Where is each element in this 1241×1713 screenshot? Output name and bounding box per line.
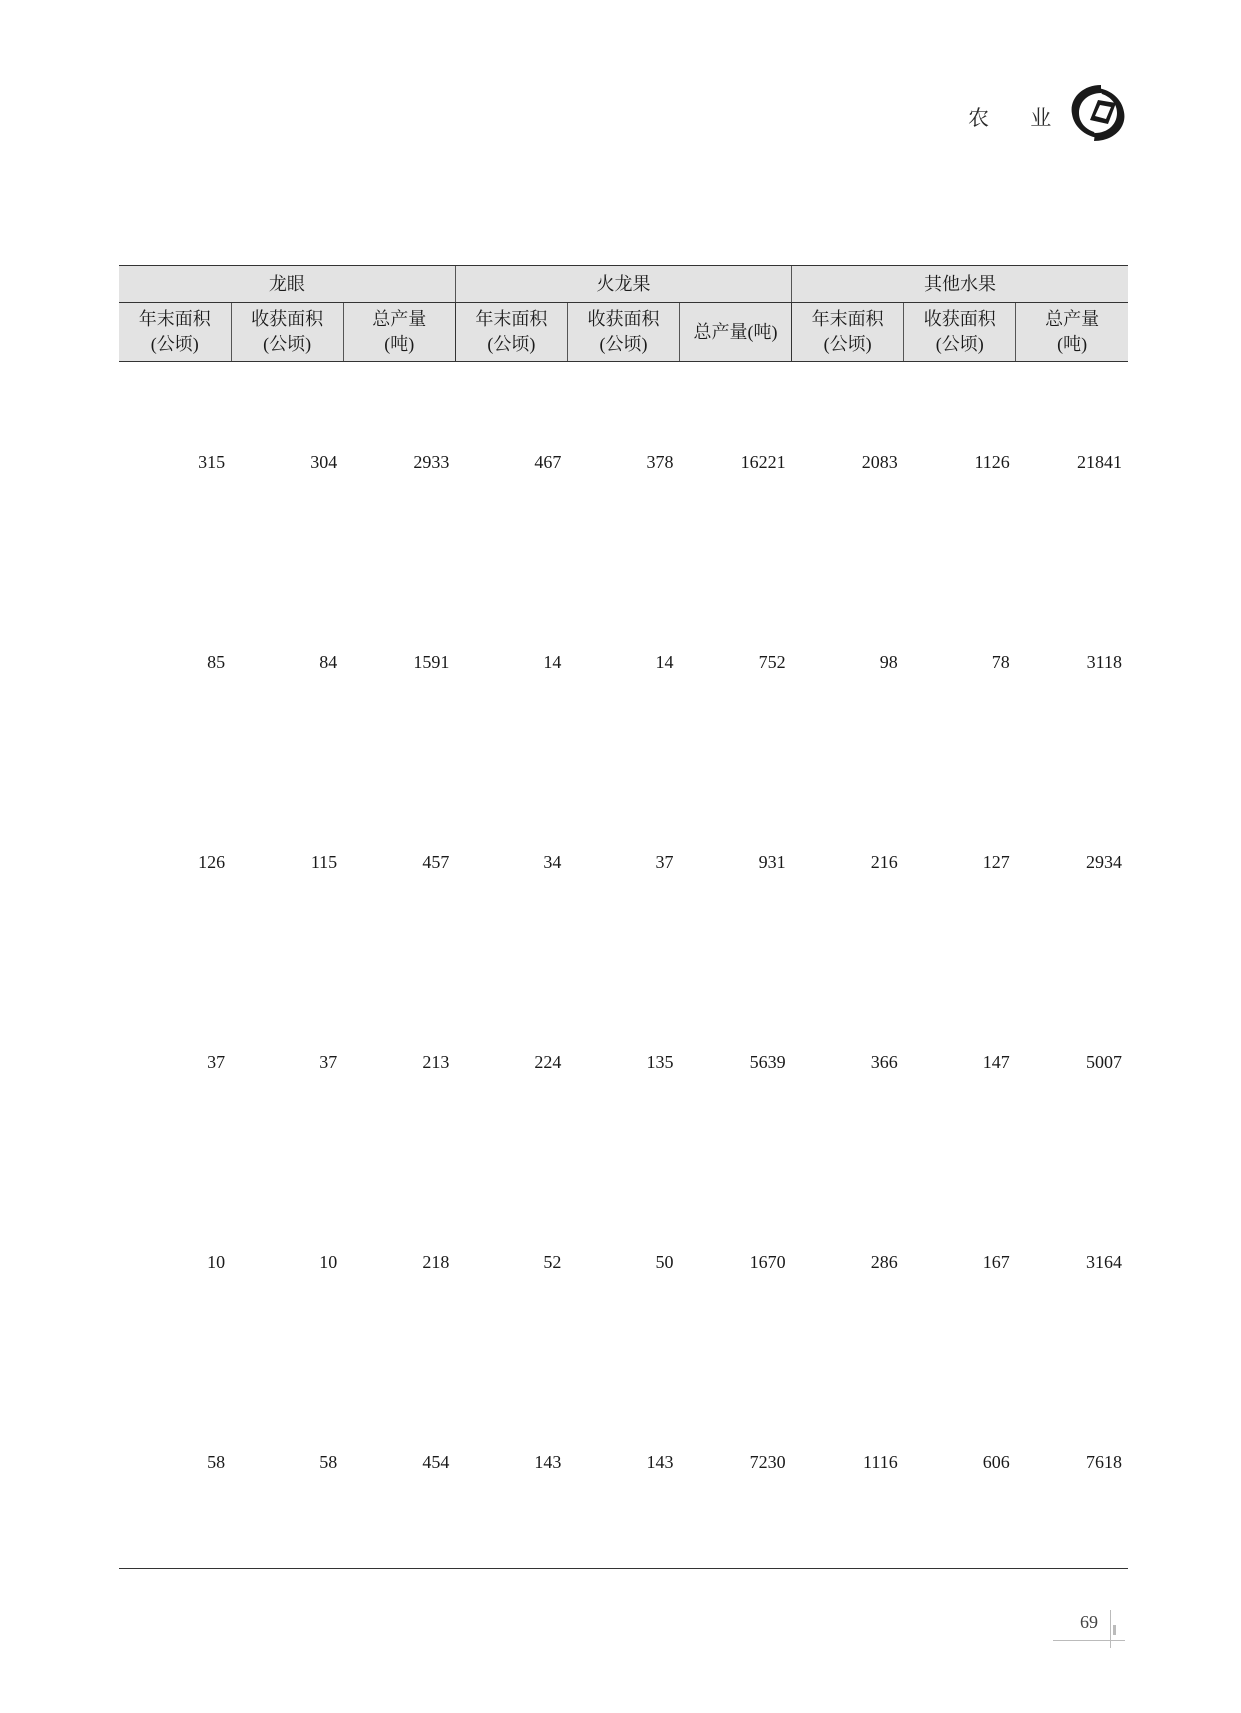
table-cell: 7618 <box>1086 1451 1122 1472</box>
section-title: 农 业 <box>968 106 1070 130</box>
column-header-unit: (公顷) <box>263 334 312 354</box>
table-cell: 1591 <box>413 651 450 672</box>
table-cell: 3118 <box>1086 651 1122 672</box>
column-header-unit: (吨) <box>1057 334 1088 354</box>
table-cell: 135 <box>646 1051 674 1072</box>
column-header <box>904 303 1016 362</box>
table-cell: 126 <box>198 851 226 872</box>
table-cell: 10 <box>207 1251 226 1272</box>
table-row <box>119 362 1128 563</box>
table-cell: 304 <box>310 451 338 472</box>
column-header-unit: (公顷) <box>935 334 984 354</box>
table-cell: 50 <box>655 1251 674 1272</box>
column-header-line: 收获面积 <box>587 309 660 329</box>
table-cell: 315 <box>198 451 226 472</box>
table-cell: 147 <box>982 1051 1010 1072</box>
column-header-unit: (公顷) <box>150 334 199 354</box>
group-header-pitaya: 火龙果 <box>455 266 791 303</box>
table-cell: 34 <box>543 851 562 872</box>
table-cell: 5007 <box>1086 1051 1122 1072</box>
table-cell: 37 <box>319 1051 338 1072</box>
table-cell: 213 <box>422 1051 450 1072</box>
table-cell: 1116 <box>863 1451 898 1472</box>
table-cell: 1670 <box>749 1251 786 1272</box>
group-header-other-fruit: 其他水果 <box>792 266 1128 303</box>
table-cell: 457 <box>422 851 450 872</box>
table-cell: 2933 <box>413 451 450 472</box>
column-header-line: 收获面积 <box>251 309 324 329</box>
table-cell: 216 <box>870 851 898 872</box>
column-header-line: 年末面积 <box>811 309 884 329</box>
table-cell: 7230 <box>749 1451 786 1472</box>
page-number-mark <box>1113 1625 1116 1635</box>
column-header-unit: (公顷) <box>599 334 648 354</box>
table-cell: 143 <box>646 1451 674 1472</box>
table-cell: 366 <box>870 1051 898 1072</box>
column-header-line: 总产量 <box>1045 309 1100 329</box>
table-cell: 84 <box>319 651 338 672</box>
table-cell: 16221 <box>740 451 786 472</box>
table-cell: 378 <box>646 451 674 472</box>
table-cell: 98 <box>879 651 898 672</box>
table-cell: 1126 <box>974 451 1010 472</box>
column-header-line: 总产量(吨) <box>693 321 778 342</box>
column-header <box>455 303 567 362</box>
table-cell: 167 <box>982 1251 1010 1272</box>
table-row <box>119 762 1128 962</box>
column-header <box>792 303 904 362</box>
group-header-longan: 龙眼 <box>119 266 455 303</box>
column-header-line: 年末面积 <box>138 309 211 329</box>
table-cell: 78 <box>991 651 1010 672</box>
table-cell: 52 <box>543 1251 562 1272</box>
table-cell: 931 <box>758 851 786 872</box>
column-header <box>119 303 231 362</box>
table-cell: 3164 <box>1086 1251 1122 1272</box>
table-cell: 454 <box>422 1451 450 1472</box>
page-number-rule-vertical <box>1110 1610 1111 1648</box>
table-cell: 2083 <box>861 451 898 472</box>
table-cell: 752 <box>758 651 786 672</box>
column-header <box>343 303 455 362</box>
table-cell: 2934 <box>1086 851 1122 872</box>
table-cell: 5639 <box>749 1051 786 1072</box>
table-cell: 85 <box>207 651 226 672</box>
column-header-line: 总产量 <box>372 309 427 329</box>
table-row <box>119 962 1128 1162</box>
table-cell: 58 <box>207 1451 226 1472</box>
column-header <box>231 303 343 362</box>
column-header-line: 收获面积 <box>923 309 996 329</box>
table-row <box>119 1162 1128 1362</box>
table-cell: 218 <box>422 1251 450 1272</box>
table-cell: 14 <box>543 651 562 672</box>
table-cell: 58 <box>319 1451 338 1472</box>
column-header <box>1016 303 1128 362</box>
table-row <box>119 1362 1128 1562</box>
table-cell: 286 <box>870 1251 898 1272</box>
table-cell: 224 <box>534 1051 562 1072</box>
fruit-statistics-table <box>119 265 1128 1562</box>
column-header-line: 年末面积 <box>475 309 548 329</box>
column-header <box>680 303 792 362</box>
table-cell: 21841 <box>1077 451 1122 472</box>
table-cell: 14 <box>655 651 674 672</box>
table-cell: 115 <box>310 851 338 872</box>
table-cell: 467 <box>534 451 562 472</box>
bottom-rule <box>119 1568 1128 1569</box>
column-header <box>567 303 679 362</box>
table-cell: 143 <box>534 1451 562 1472</box>
column-header-unit: (吨) <box>384 334 415 354</box>
table-cell: 10 <box>319 1251 338 1272</box>
page-number: 69 <box>1080 1612 1098 1632</box>
table-cell: 606 <box>982 1451 1010 1472</box>
table-cell: 37 <box>207 1051 226 1072</box>
column-header-unit: (公顷) <box>823 334 872 354</box>
page-number-rule <box>1053 1640 1125 1641</box>
table-row <box>119 562 1128 762</box>
column-header-unit: (公顷) <box>487 334 536 354</box>
table-cell: 37 <box>655 851 674 872</box>
statistics-logo-icon <box>1068 82 1128 144</box>
table-cell: 127 <box>982 851 1010 872</box>
